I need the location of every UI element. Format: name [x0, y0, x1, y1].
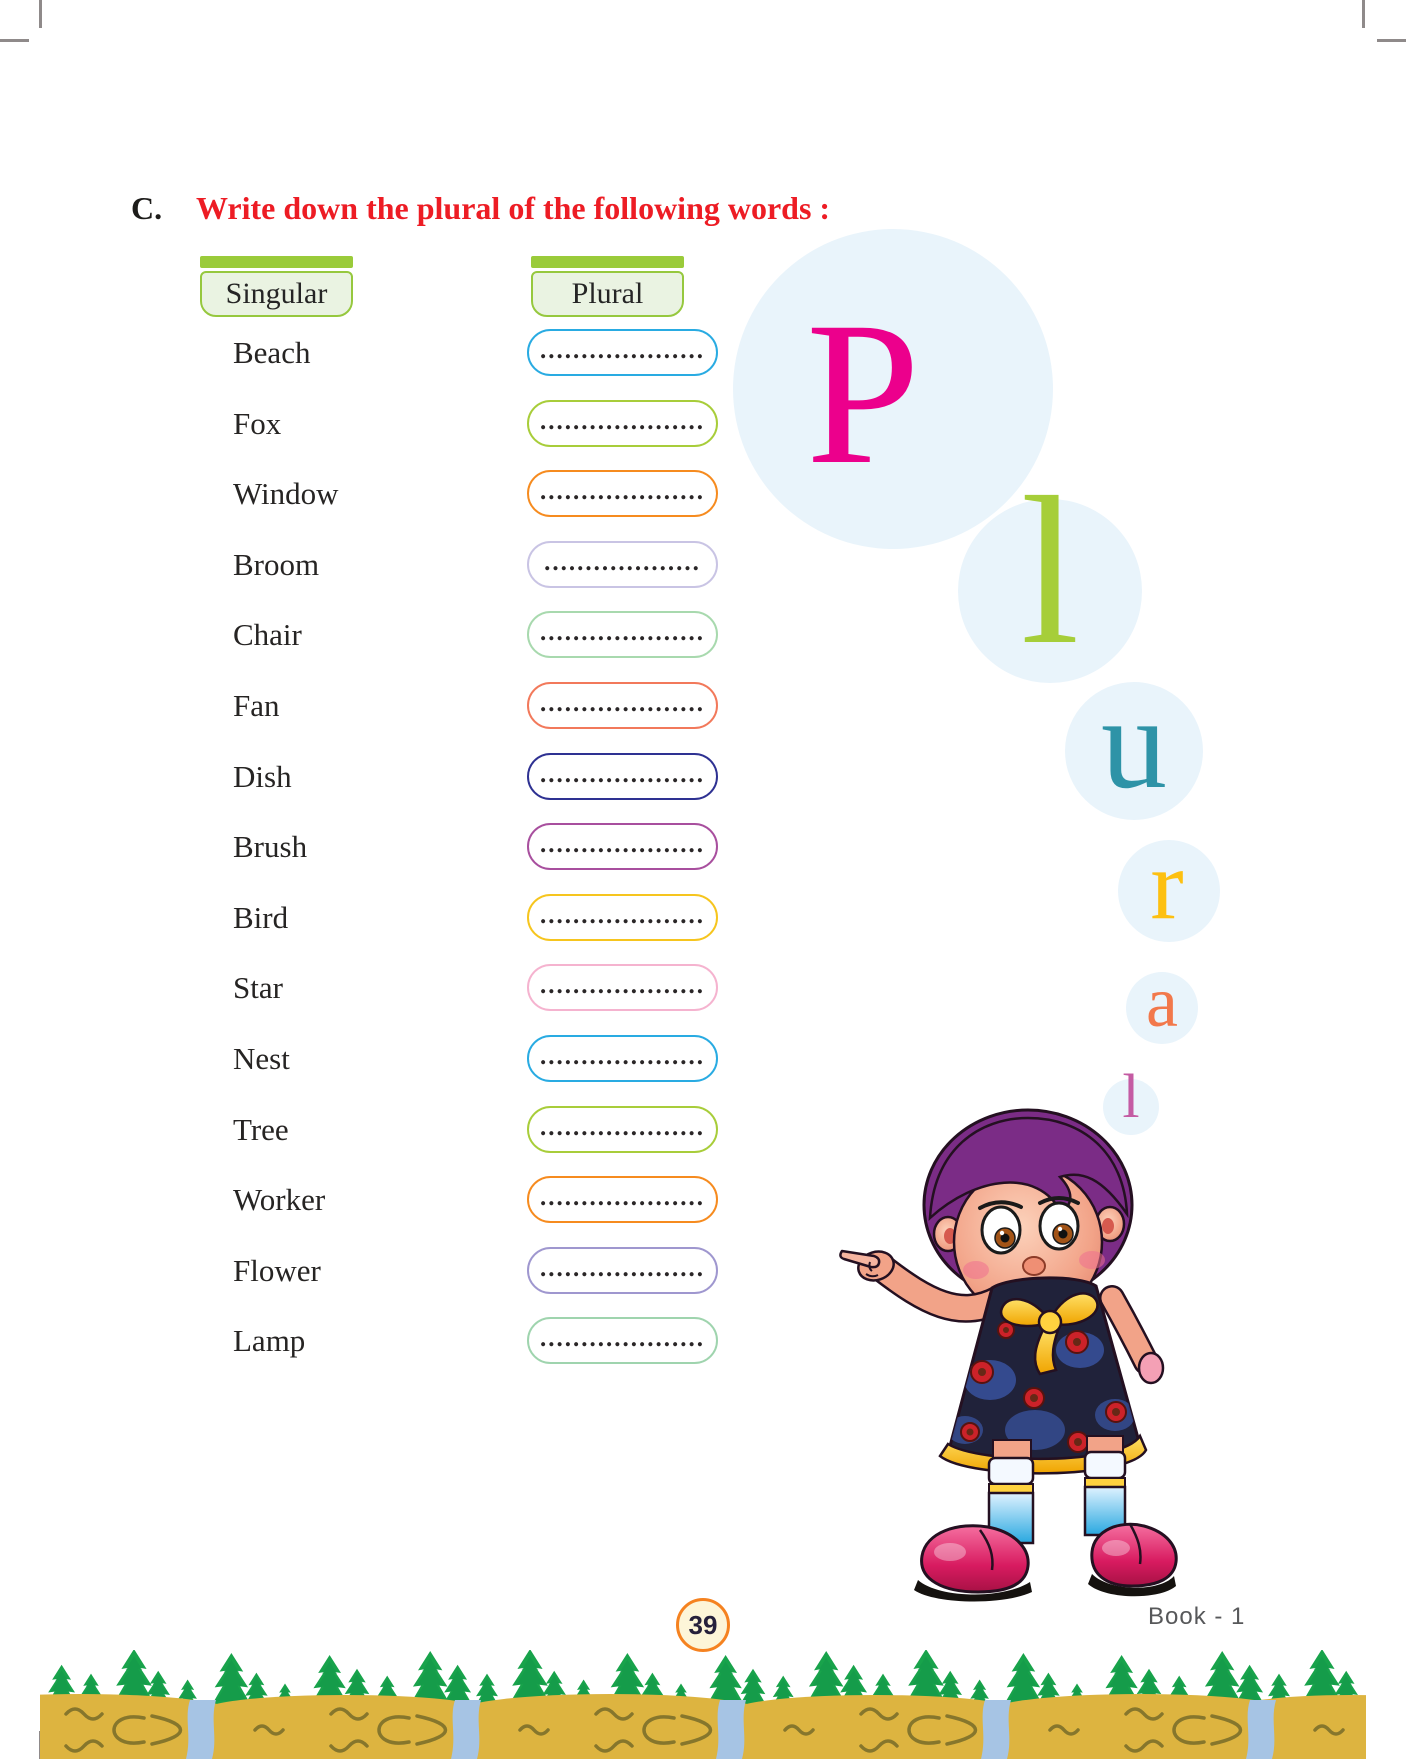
word-row — [0, 400, 1406, 447]
singular-word: Chair — [233, 617, 302, 652]
dotted-line: .................... — [540, 972, 705, 999]
singular-word: Star — [233, 970, 283, 1005]
singular-word: Fox — [233, 406, 282, 441]
decor-letter-circle — [1118, 829, 1220, 942]
plural-answer-field[interactable] — [527, 1176, 718, 1223]
singular-word: Dish — [233, 759, 292, 794]
plural-answer-field[interactable] — [527, 1317, 718, 1364]
decor-letter: u — [1101, 669, 1167, 816]
dotted-line: .................... — [540, 690, 705, 717]
word-row — [0, 541, 1406, 588]
singular-header-label: Singular — [200, 271, 353, 317]
crop-mark — [1362, 0, 1365, 28]
plural-answer-field[interactable] — [527, 1106, 718, 1153]
plural-answer-field[interactable] — [527, 753, 718, 800]
word-row — [0, 1317, 1406, 1364]
dotted-line: .................... — [540, 1325, 705, 1352]
singular-word: Window — [233, 476, 339, 511]
book-label: Book - 1 — [1148, 1603, 1246, 1630]
plural-header-box — [531, 256, 684, 317]
singular-word: Brush — [233, 829, 308, 864]
dotted-line: .................... — [540, 761, 705, 788]
page-number-badge: 39 — [676, 1598, 730, 1652]
plural-header-label: Plural — [531, 271, 684, 317]
plural-answer-field[interactable] — [527, 400, 718, 447]
dotted-line: .................... — [540, 337, 705, 364]
plural-answer-field[interactable] — [527, 541, 718, 588]
singular-header-box — [200, 256, 353, 317]
shoes — [914, 1524, 1176, 1602]
word-row — [0, 1176, 1406, 1223]
exercise-instruction: Write down the plural of the following words : — [196, 190, 831, 226]
dotted-line: .................... — [540, 902, 705, 929]
decor-letter: P — [805, 279, 920, 507]
dotted-line: ................... — [544, 549, 701, 576]
singular-word: Worker — [233, 1182, 326, 1217]
plural-answer-field[interactable] — [527, 611, 718, 658]
dotted-line: .................... — [540, 478, 705, 505]
dotted-line: .................... — [540, 1114, 705, 1141]
decor-letter-circle — [1065, 669, 1203, 820]
singular-word: Fan — [233, 688, 280, 723]
plural-answer-field[interactable] — [527, 1035, 718, 1082]
header-green-bar — [200, 256, 353, 268]
dotted-line: .................... — [540, 1184, 705, 1211]
word-row — [0, 470, 1406, 517]
plural-answer-field[interactable] — [527, 470, 718, 517]
singular-word: Bird — [233, 900, 289, 935]
plural-answer-field[interactable] — [527, 1247, 718, 1294]
singular-word: Broom — [233, 547, 320, 582]
decor-letter: a — [1146, 962, 1178, 1042]
singular-word: Tree — [233, 1112, 289, 1147]
decor-letter: l — [1122, 1063, 1140, 1131]
word-row — [0, 1247, 1406, 1294]
forest-border — [40, 1650, 1366, 1759]
singular-word: Beach — [233, 335, 311, 370]
singular-word: Nest — [233, 1041, 290, 1076]
decor-letter: l — [1020, 453, 1080, 688]
word-row — [0, 329, 1406, 376]
header-green-bar — [531, 256, 684, 268]
crop-mark — [0, 39, 29, 42]
crop-mark — [39, 0, 42, 28]
decor-letter: r — [1150, 829, 1184, 940]
crop-mark — [1377, 39, 1406, 42]
word-row — [0, 1106, 1406, 1153]
dotted-line: .................... — [540, 619, 705, 646]
dotted-line: .................... — [540, 408, 705, 435]
word-row — [0, 1035, 1406, 1082]
plural-answer-field[interactable] — [527, 964, 718, 1011]
plural-answer-field[interactable] — [527, 329, 718, 376]
word-row — [0, 611, 1406, 658]
singular-word: Lamp — [233, 1323, 306, 1358]
dotted-line: .................... — [540, 831, 705, 858]
girl-illustration — [830, 1000, 1180, 1610]
singular-word: Flower — [233, 1253, 321, 1288]
dotted-line: .................... — [540, 1255, 705, 1282]
section-label: C. — [131, 190, 163, 226]
plural-answer-field[interactable] — [527, 823, 718, 870]
dotted-line: .................... — [540, 1043, 705, 1070]
decor-letter-circle — [958, 453, 1142, 688]
plural-answer-field[interactable] — [527, 682, 718, 729]
decor-letter-circle — [733, 229, 1053, 549]
plural-answer-field[interactable] — [527, 894, 718, 941]
